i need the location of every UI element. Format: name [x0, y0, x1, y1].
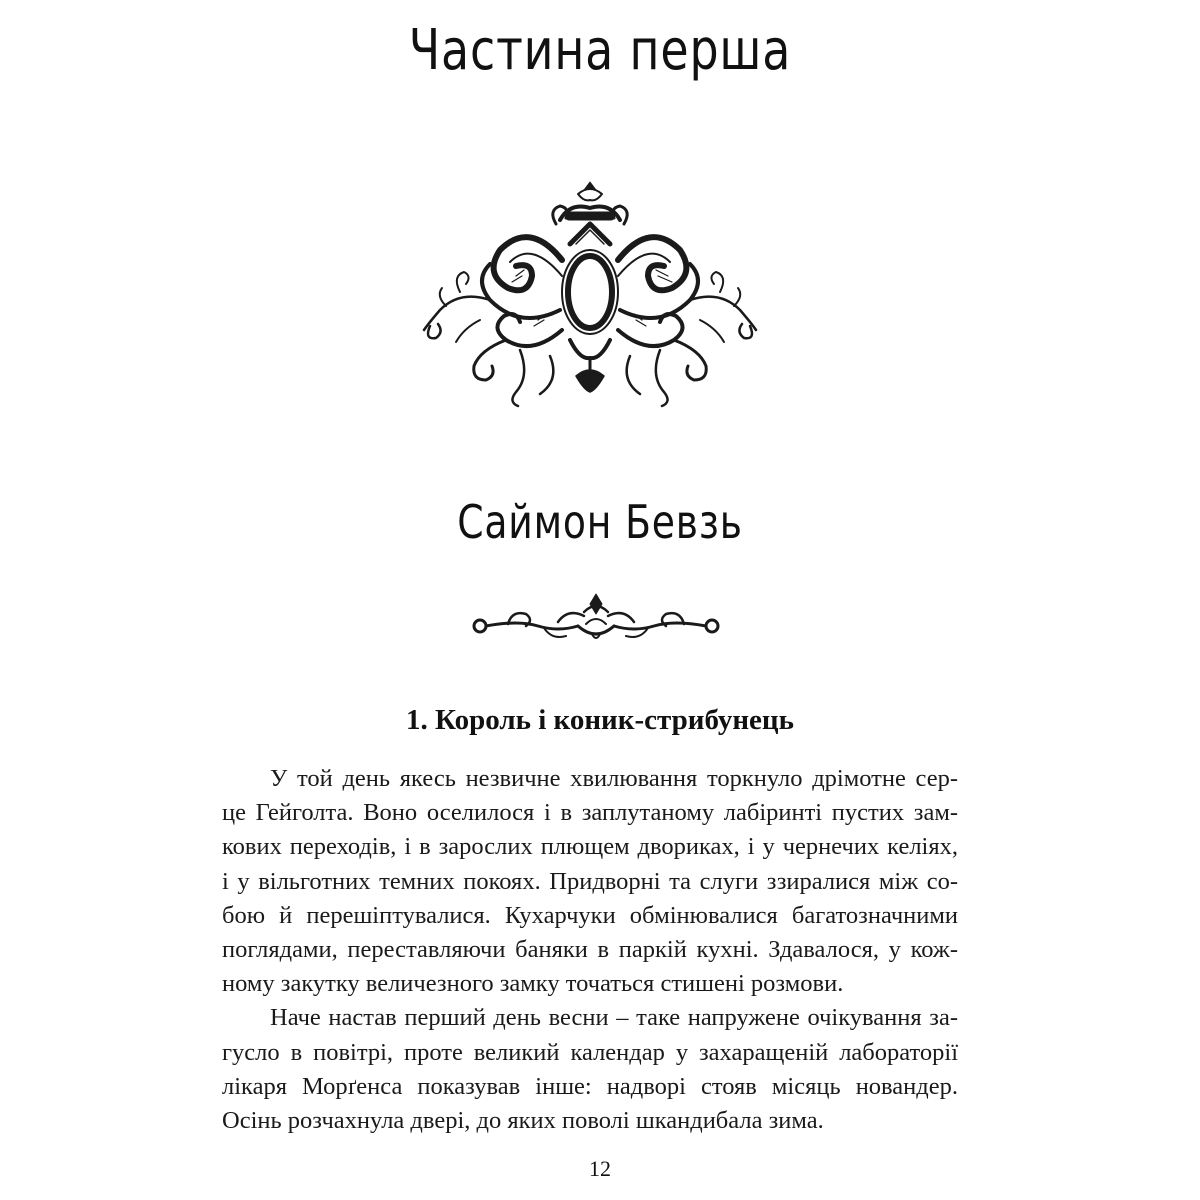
section-heading: 1. Король і коник-стрибунець	[406, 704, 794, 736]
text-line: поглядами, переставляючи баняки в паркій кухні. Здавалося, у кож-	[222, 936, 958, 964]
page-number: 12	[589, 1156, 611, 1181]
text-line: це Гейголта. Воно оселилося і в заплутаному лабіринті пустих зам-	[222, 799, 958, 827]
text-line: У той день якесь незвичне хвилювання торкнуло дрімотне сер-	[270, 765, 958, 792]
body-text	[222, 762, 958, 1138]
scroll-divider-ornament-icon	[468, 590, 724, 650]
chapter-title: Саймон Бевзь	[457, 495, 743, 549]
baroque-scroll-ornament-icon	[420, 180, 760, 410]
text-line: бою й перешіптувалися. Кухарчуки обмінювалися багатозначними	[222, 901, 958, 929]
text-line: лікаря Морґенса показував інше: надворі стояв місяць новандер.	[222, 1072, 958, 1100]
text-line: Осінь розчахнула двері, до яких поволі шкандибала зима.	[222, 1107, 824, 1135]
text-line: кових переходів, і в зарослих плющем двориках, і у чернечих келіях,	[222, 833, 958, 861]
text-line: гусло в повітрі, проте великий календар у захаращеній лабораторії	[222, 1038, 958, 1066]
text-line: ному закутку величезного замку точаться стишені розмови.	[222, 970, 844, 998]
part-title: Частина перша	[408, 18, 792, 83]
text-line: Наче настав перший день весни – таке напружене очікування за-	[270, 1004, 958, 1032]
text-line: і у вільготних темних покоях. Придворні та слуги ззиралися між со-	[222, 867, 958, 895]
